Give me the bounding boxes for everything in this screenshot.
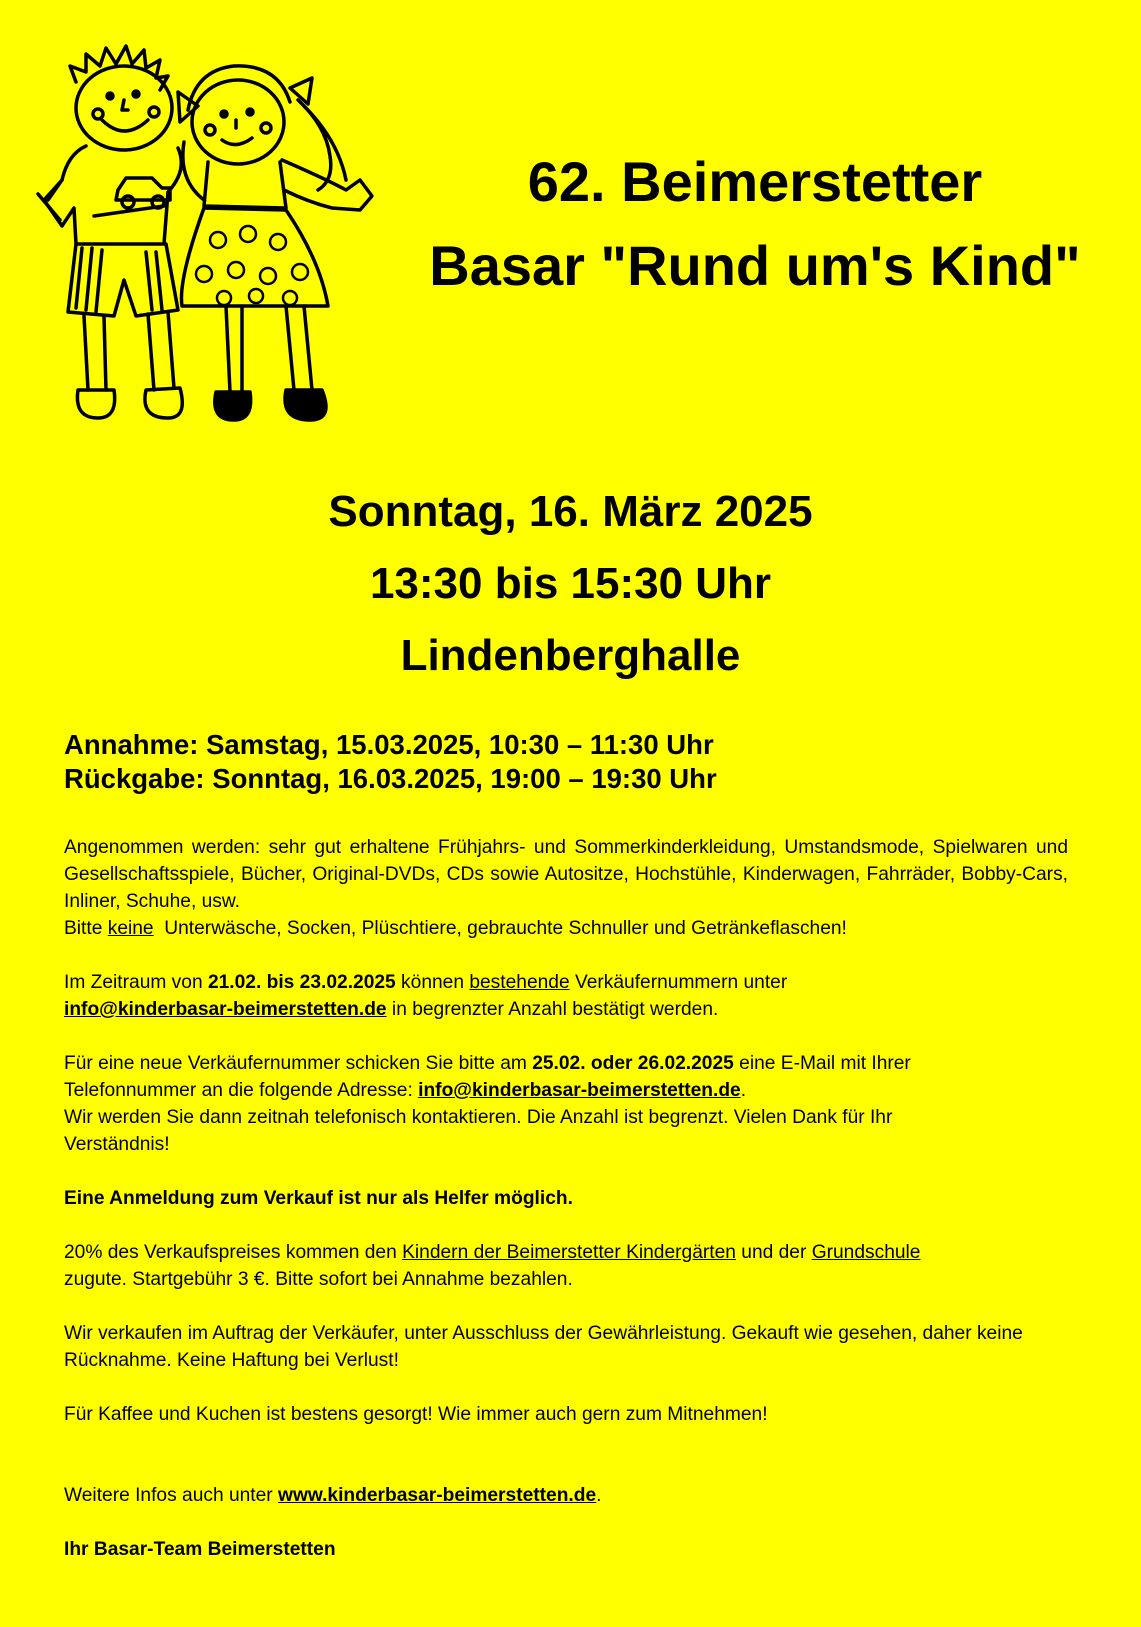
accepted-items-text: Angenommen werden: sehr gut erhaltene Frühjahrs- und Sommerkinderkleidung, Umstandsmode, Spielwaren und Gesellschaftsspiele, Bücher, Original-DVDs, CDs sowie Autositze, Hochstühle, Kinderwagen, Fahrräder, Bobby-Cars, Inliner, Schuhe, usw. [64, 837, 1068, 912]
title-line-1: 62. Beimerstetter [527, 150, 983, 213]
event-venue: Lindenberghalle [400, 631, 741, 680]
children-illustration [28, 30, 388, 442]
more-info-text-1: Weitere Infos auch unter [64, 1485, 279, 1506]
helper-note: Eine Anmeldung zum Verkauf ist nur als Helfer möglich. [64, 1188, 573, 1209]
event-date: Sonntag, 16. März 2025 [328, 487, 813, 536]
pickup-date: Rückgabe: Sonntag, 16.03.2025, 19:00 – 19:30 Uhr [64, 763, 717, 794]
existing-keyword: bestehende [469, 972, 570, 993]
existing-email-link[interactable]: info@kinderbasar-beimerstetten.de [64, 999, 387, 1020]
proceeds-school: Grundschule [811, 1242, 921, 1263]
new-number-text-5: Wir werden Sie dann zeitnah telefonisch kontaktieren. Die Anzahl ist begrenzt. Vielen Dank für Ihr Verständnis! [64, 1107, 893, 1155]
not-accepted-prefix: Bitte [64, 918, 108, 939]
new-number-text-2: eine E-Mail mit Ihrer [733, 1053, 911, 1074]
proceeds-kids: Kindern der Beimerstetter Kindergärten [402, 1242, 736, 1263]
website-link[interactable]: www.kinderbasar-beimerstetten.de [278, 1485, 597, 1506]
title-line-2: Basar "Rund um's Kind" [429, 234, 1081, 297]
existing-numbers-paragraph [64, 969, 1068, 1023]
new-number-email-link[interactable]: info@kinderbasar-beimerstetten.de [418, 1080, 741, 1101]
existing-period: 21.02. bis 23.02.2025 [207, 972, 396, 993]
existing-text-3: Verkäufernummern unter [569, 972, 788, 993]
existing-text-1: Im Zeitraum von [64, 972, 208, 993]
poster-title [395, 140, 1115, 308]
new-number-text-4: . [740, 1080, 747, 1101]
event-time: 13:30 bis 15:30 Uhr [369, 559, 772, 608]
proceeds-text-2: und der [735, 1242, 812, 1263]
new-number-dates: 25.02. oder 26.02.2025 [532, 1053, 734, 1074]
new-number-paragraph [64, 1050, 1068, 1158]
new-number-text-3: Telefonnummer an die folgende Adresse: [64, 1080, 419, 1101]
new-number-text-1: Für eine neue Verkäufernummer schicken Sie bitte am [64, 1053, 533, 1074]
proceeds-text-3: zugute. Startgebühr 3 €. Bitte sofort bei Annahme bezahlen. [64, 1269, 573, 1290]
cafe-paragraph: Für Kaffee und Kuchen ist bestens gesorgt! Wie immer auch gern zum Mitnehmen! [64, 1404, 768, 1425]
accepted-items-paragraph [64, 834, 1068, 942]
existing-text-2: können [395, 972, 470, 993]
body-text [64, 834, 1068, 1590]
not-accepted-items: Unterwäsche, Socken, Plüschtiere, gebrauchte Schnuller und Getränkeflaschen! [153, 918, 847, 939]
more-info-text-2: . [596, 1485, 602, 1506]
proceeds-text-1: 20% des Verkaufspreises kommen den [64, 1242, 403, 1263]
existing-text-4: in begrenzter Anzahl bestätigt werden. [386, 999, 719, 1020]
liability-paragraph: Wir verkaufen im Auftrag der Verkäufer, unter Ausschluss der Gewährleistung. Gekauft wie gesehen, daher keine Rücknahme. Keine Haftung bei Verlust! [64, 1323, 1023, 1371]
not-accepted-keyword: keine [107, 918, 154, 939]
event-info [0, 476, 1141, 692]
more-info-paragraph [64, 1482, 1068, 1509]
drop-off-pickup-dates [64, 728, 717, 796]
drop-off-date: Annahme: Samstag, 15.03.2025, 10:30 – 11:30 Uhr [64, 729, 714, 760]
proceeds-paragraph [64, 1239, 1068, 1293]
signature: Ihr Basar-Team Beimerstetten [64, 1539, 336, 1560]
